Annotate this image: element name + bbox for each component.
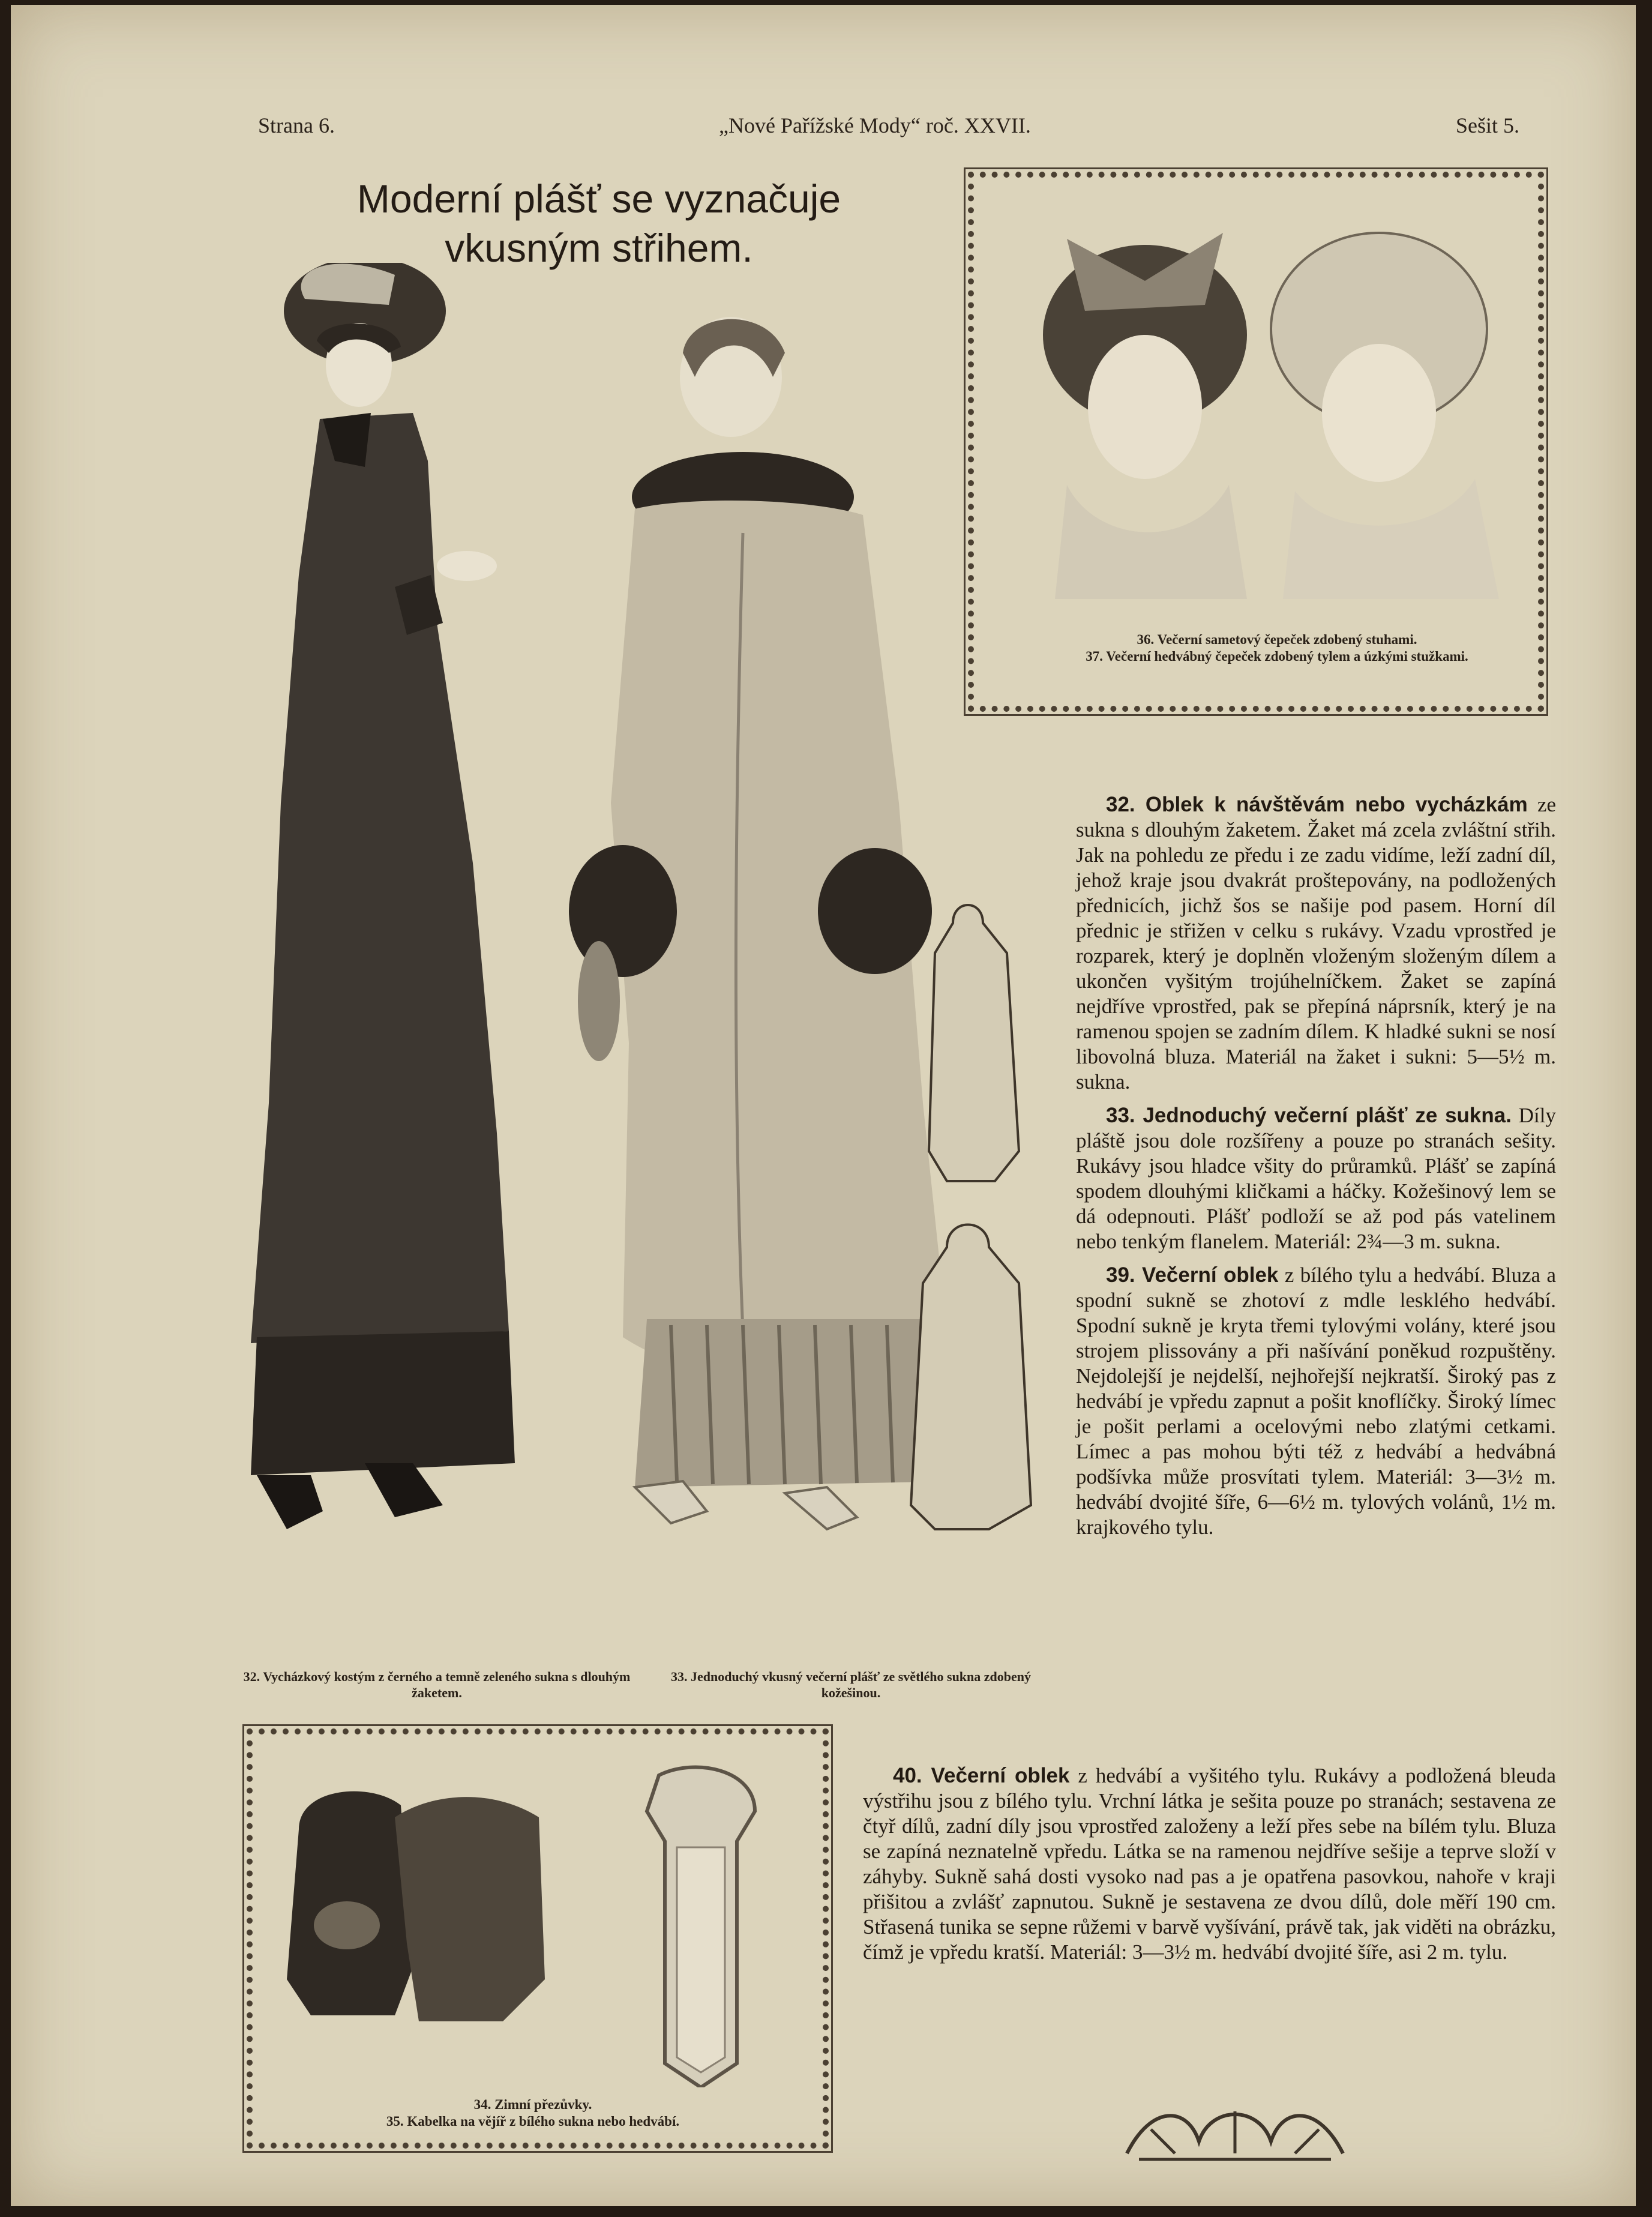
- article-39-body: z bílého tylu a hedvábí. Bluza a spodní sukně se zhotoví z mdle lesklého hedvábí. Spodní sukně je kryta třemi tylovými volány, které jsou strojem plissovány a při našívání poněkud rozpuštěny. Nejdolejší je nejdelší, nejhořejší nejkratší. Široký pas z hedvábí je vpředu zapnut a pošit knoflíčky. Široký límec je pošit perlami a ocelovými nebo zlatými cetkami. Límec a pas mohou býti též z hedvábí a hedvábná podšívka může prosvítati tylem. Materiál: 3—3½ m. hedvábí dvojité šíře, 6—6½ m. tylových volánů, 1½ m. krajkového tylu.: [1076, 1263, 1557, 1539]
- overshoes-34: [287, 1791, 545, 2021]
- article-32-body: ze sukna s dlouhým žaketem. Žaket má zcela zvláštní střih. Jak na pohledu ze předu i ze zadu vidíme, leží zadní díl, jehož kraje jsou dvakrát proštepovány, na podložených přednicích, jichž šos se našije pod pasem. Horní díl přednic je střižen v celku s rukávy. Vzadu vprostřed je rozparek, který je doplněn vloženým složeným dílem a ukončen vyšitým trojúhelníčkem. Žaket se zapíná nejdříve vprostřed, pak se přepíná náprsník, který je na ramenou spojen se zadním dílem. K hladké sukni se nosí libovolná bluza. Materiál na žaket i sukni: 5—5½ m. sukna.: [1076, 793, 1557, 1093]
- issue-number: Sešit 5.: [1456, 113, 1520, 137]
- article-40-heading: 40. Večerní oblek: [893, 1764, 1070, 1787]
- art-nouveau-ornament: [1115, 2093, 1355, 2165]
- article-column-right: [1076, 792, 1556, 1548]
- article-39: [1076, 1263, 1556, 1540]
- caption-figure-32: 32. Vycházkový kostým z černého a temně zeleného sukna s dlouhým žaketem.: [243, 1669, 631, 1700]
- caption-figure-33: 33. Jednoduchý vkusný večerní plášť ze světlého sukna zdobený kožešinou.: [670, 1669, 1032, 1700]
- accessories-illustration: [275, 1763, 803, 2087]
- article-32-heading: 32. Oblek k návštěvám nebo vycházkám: [1106, 793, 1528, 816]
- article-33: [1076, 1103, 1556, 1254]
- article-32: [1076, 792, 1556, 1095]
- hats-illustration: [1007, 215, 1523, 617]
- figure-33-light-coat: [569, 317, 965, 1529]
- article-40-body: z hedvábí a vyšitého tylu. Rukávy a podložená bleuda výstřihu jsou z bílého tylu. Vrchní látka je sešita pouze po stranách; sestavena ze čtyř dílů, zadní díly jsou vprostřed založeny a leží přes sebe na bílém tylu. Bluza se zapíná neznatelně vpředu. Látka se na ramenou nejdříve sešije a teprve složí v záhyby. Sukně sahá dosti vysoko nad pas a je opatřena pasovkou, nahoře v kraji přišitou a zvlášť zapnutou. Sukně je sestavena ze dvou dílů, dole měří 190 cm. Střasená tunika se sepne růžemi v barvě vyšívání, právě tak, jak viděti na obrázku, čímž je vpředu kratší. Materiál: 3—3½ m. hedvábí dvojité šíře, asi 2 m. tylu.: [863, 1764, 1557, 1964]
- page-title-line2: vkusným střihem.: [445, 226, 753, 270]
- hat-36-velvet-bonnet: [1043, 233, 1247, 599]
- page-number: Strana 6.: [258, 113, 335, 137]
- article-column-bottom: [863, 1763, 1556, 1973]
- hat-37-silk-bonnet: [1271, 233, 1499, 599]
- fashion-illustration-main: [215, 263, 1055, 1631]
- magazine-page: [11, 5, 1636, 2206]
- article-40: [863, 1763, 1556, 1965]
- magazine-title: „Nové Pařížské Mody“ roč. XXVII.: [719, 113, 1031, 137]
- caption-hat-36: 36. Večerní sametový čepeček zdobený stuhami.: [1137, 632, 1417, 647]
- figure-32-dark-costume: [251, 263, 515, 1529]
- article-33-heading: 33. Jednoduchý večerní plášť ze sukna.: [1106, 1104, 1512, 1127]
- page-title: [275, 174, 923, 272]
- fan-bag-35: [647, 1767, 755, 2088]
- caption-overshoes-34: 34. Zimní přezůvky.: [473, 2097, 592, 2112]
- article-33-body: Díly pláště jsou dole rozšířeny a pouze po stranách sešity. Rukávy jsou hladce všity do průramků. Plášť se zapíná spodem dlouhými kličkami a háčky. Kožešinový lem se dá odepnouti. Plášť podloží se až pod pás vatelinem nebo tenkým flanelem. Materiál: 2¾—3 m. sukna.: [1076, 1104, 1556, 1253]
- caption-hat-37: 37. Večerní hedvábný čepeček zdobený tylem a úzkými stužkami.: [1086, 649, 1468, 664]
- article-39-heading: 39. Večerní oblek: [1106, 1263, 1279, 1287]
- figure-32-back-view-sketch: [929, 905, 1019, 1181]
- caption-fan-bag-35: 35. Kabelka na vějíř z bílého sukna nebo hedvábí.: [386, 2114, 680, 2129]
- page-title-line1: Moderní plášť se vyznačuje: [356, 176, 841, 221]
